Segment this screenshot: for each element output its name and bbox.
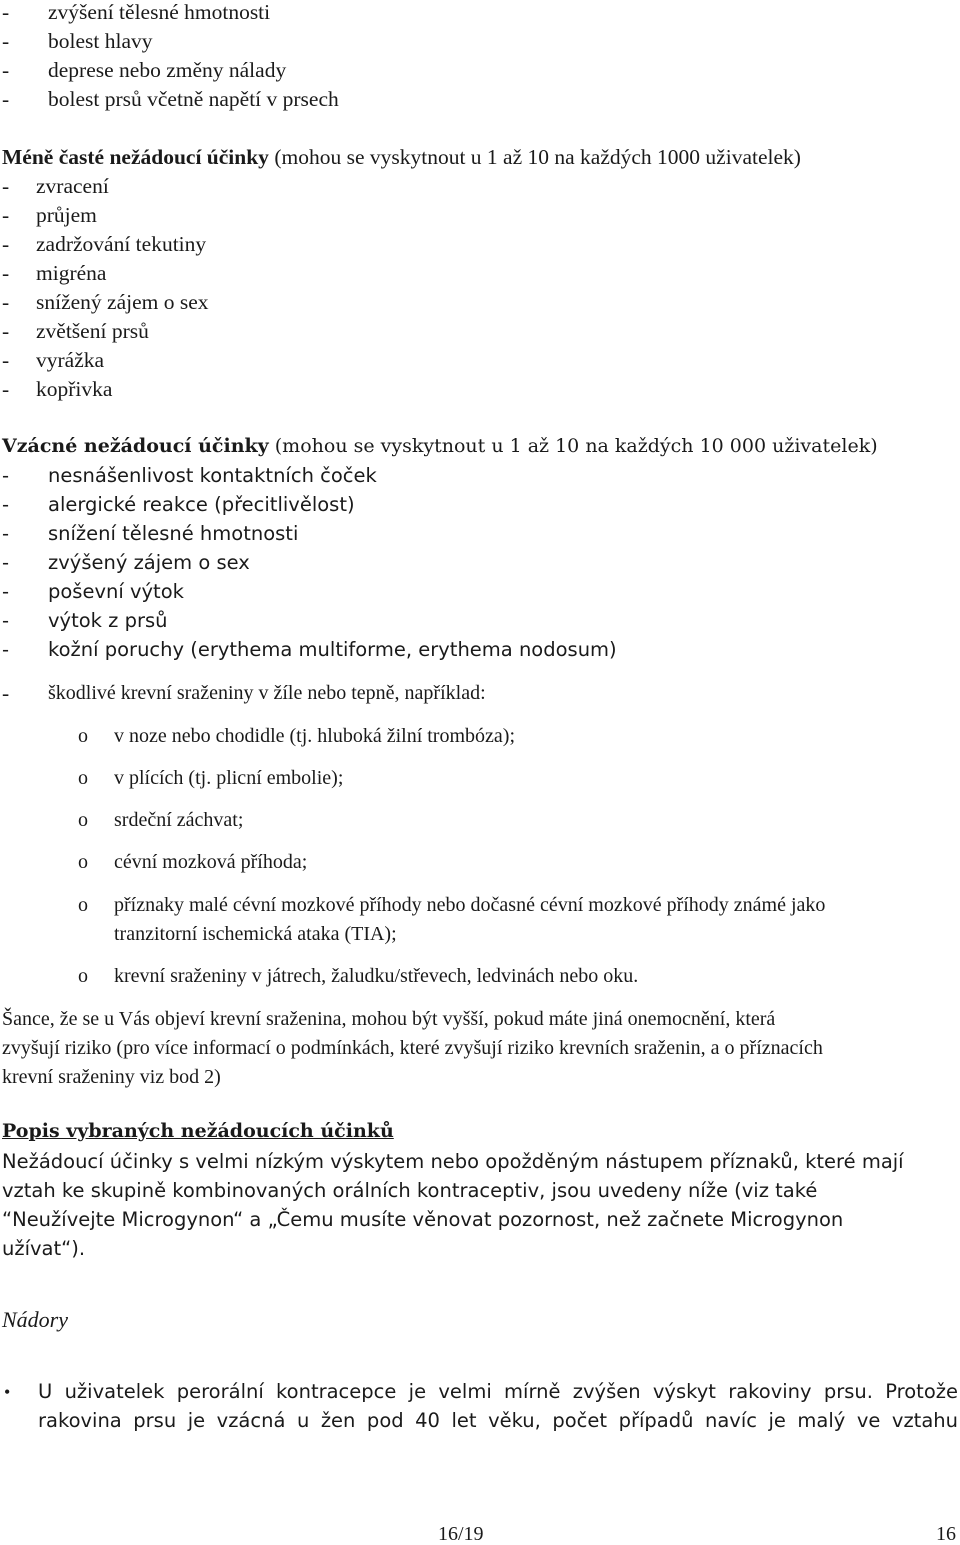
list-item: zvětšení prsů bbox=[36, 319, 149, 343]
tumors-title: Nádory bbox=[2, 1307, 68, 1332]
list-item: snížení tělesné hmotnosti bbox=[48, 522, 299, 545]
list-dash: - bbox=[2, 681, 10, 705]
list-dash: - bbox=[2, 232, 10, 256]
list-item: migréna bbox=[36, 261, 107, 285]
rare-heading-rest: (mohou se vyskytnout u 1 až 10 na každých 10 000 uživatelek) bbox=[268, 435, 878, 457]
paragraph-line: zvyšují riziko (pro více informací o podmínkách, které zvyšují riziko krevních sraženin, a o příznacích bbox=[2, 1037, 823, 1059]
sub-bullet: o bbox=[78, 725, 88, 747]
bullet-icon: • bbox=[4, 1382, 11, 1402]
list-item: kopřivka bbox=[36, 377, 113, 401]
uncommon-heading-bold: Méně časté nežádoucí účinky bbox=[2, 145, 269, 169]
rare-heading bbox=[2, 437, 878, 456]
list-item: vyrážka bbox=[36, 348, 105, 372]
list-item: bolest prsů včetně napětí v prsech bbox=[48, 87, 339, 111]
sub-item: v noze nebo chodidle (tj. hluboká žilní trombóza); bbox=[114, 725, 515, 747]
list-dash: - bbox=[2, 58, 10, 82]
page-label: 16/19 bbox=[438, 1523, 484, 1545]
sub-item: příznaky malé cévní mozkové příhody nebo dočasné cévní mozkové příhody známé jako bbox=[114, 894, 826, 916]
sub-item: krevní sraženiny v játrech, žaludku/střevech, ledvinách nebo oku. bbox=[114, 965, 639, 987]
paragraph-line: rakovina prsu je vzácná u žen pod 40 let věku, počet případů navíc je malý ve vztahu bbox=[38, 1409, 958, 1432]
list-dash: - bbox=[2, 290, 10, 314]
list-item: snížený zájem o sex bbox=[36, 290, 209, 314]
list-dash: - bbox=[2, 29, 10, 53]
list-dash: - bbox=[2, 493, 10, 516]
list-dash: - bbox=[2, 319, 10, 343]
section-title: Popis vybraných nežádoucích účinků bbox=[2, 1120, 394, 1142]
sub-item-continued: tranzitorní ischemická ataka (TIA); bbox=[114, 923, 397, 945]
paragraph-line: Nežádoucí účinky s velmi nízkým výskytem nebo opožděným nástupem příznaků, které mají bbox=[2, 1150, 904, 1173]
list-item: alergické reakce (přecitlivělost) bbox=[48, 493, 355, 516]
list-item: nesnášenlivost kontaktních čoček bbox=[48, 464, 377, 487]
sub-item: cévní mozková příhoda; bbox=[114, 851, 308, 873]
uncommon-heading bbox=[2, 147, 801, 169]
sub-bullet: o bbox=[78, 767, 88, 789]
list-item: průjem bbox=[36, 203, 97, 227]
list-dash: - bbox=[2, 609, 10, 632]
clots-intro: škodlivé krevní sraženiny v žíle nebo tepně, například: bbox=[48, 682, 486, 704]
list-dash: - bbox=[2, 174, 10, 198]
list-item: poševní výtok bbox=[48, 580, 184, 603]
paragraph-line: “Neužívejte Microgynon“ a „Čemu musíte věnovat pozornost, než začnete Microgynon bbox=[2, 1208, 844, 1231]
list-dash: - bbox=[2, 261, 10, 285]
list-item: deprese nebo změny nálady bbox=[48, 58, 287, 82]
paragraph-line: krevní sraženiny viz bod 2) bbox=[2, 1066, 221, 1088]
paragraph-line: Šance, že se u Vás objeví krevní sraženina, mohou být vyšší, pokud máte jiná onemocnění, která bbox=[2, 1008, 776, 1030]
list-item: výtok z prsů bbox=[48, 609, 168, 632]
list-item: bolest hlavy bbox=[48, 29, 153, 53]
list-item: zvýšení tělesné hmotnosti bbox=[48, 0, 271, 24]
uncommon-heading-rest: (mohou se vyskytnout u 1 až 10 na každých 1000 uživatelek) bbox=[268, 145, 801, 169]
list-dash: - bbox=[2, 638, 10, 661]
list-item: kožní poruchy (erythema multiforme, erythema nodosum) bbox=[48, 638, 617, 661]
list-item: zvracení bbox=[36, 174, 109, 198]
list-dash: - bbox=[2, 0, 10, 24]
list-dash: - bbox=[2, 522, 10, 545]
sub-item: srdeční záchvat; bbox=[114, 809, 244, 831]
list-dash: - bbox=[2, 551, 10, 574]
list-item: zvýšený zájem o sex bbox=[48, 551, 250, 574]
page-number: 16 bbox=[936, 1523, 956, 1545]
list-dash: - bbox=[2, 580, 10, 603]
sub-item: v plících (tj. plicní embolie); bbox=[114, 767, 344, 789]
list-dash: - bbox=[2, 377, 10, 401]
sub-bullet: o bbox=[78, 894, 88, 916]
list-dash: - bbox=[2, 464, 10, 487]
list-item: zadržování tekutiny bbox=[36, 232, 207, 256]
list-dash: - bbox=[2, 87, 10, 111]
paragraph-line: U uživatelek perorální kontracepce je velmi mírně zvýšen výskyt rakoviny prsu. Protože bbox=[38, 1380, 958, 1403]
list-dash: - bbox=[2, 203, 10, 227]
sub-bullet: o bbox=[78, 965, 88, 987]
paragraph-line: vztah ke skupině kombinovaných orálních kontraceptiv, jsou uvedeny níže (viz také bbox=[2, 1179, 818, 1202]
sub-bullet: o bbox=[78, 809, 88, 831]
sub-bullet: o bbox=[78, 851, 88, 873]
rare-heading-bold: Vzácné nežádoucí účinky bbox=[2, 435, 269, 457]
list-dash: - bbox=[2, 348, 10, 372]
paragraph-line: užívat“). bbox=[2, 1237, 86, 1260]
